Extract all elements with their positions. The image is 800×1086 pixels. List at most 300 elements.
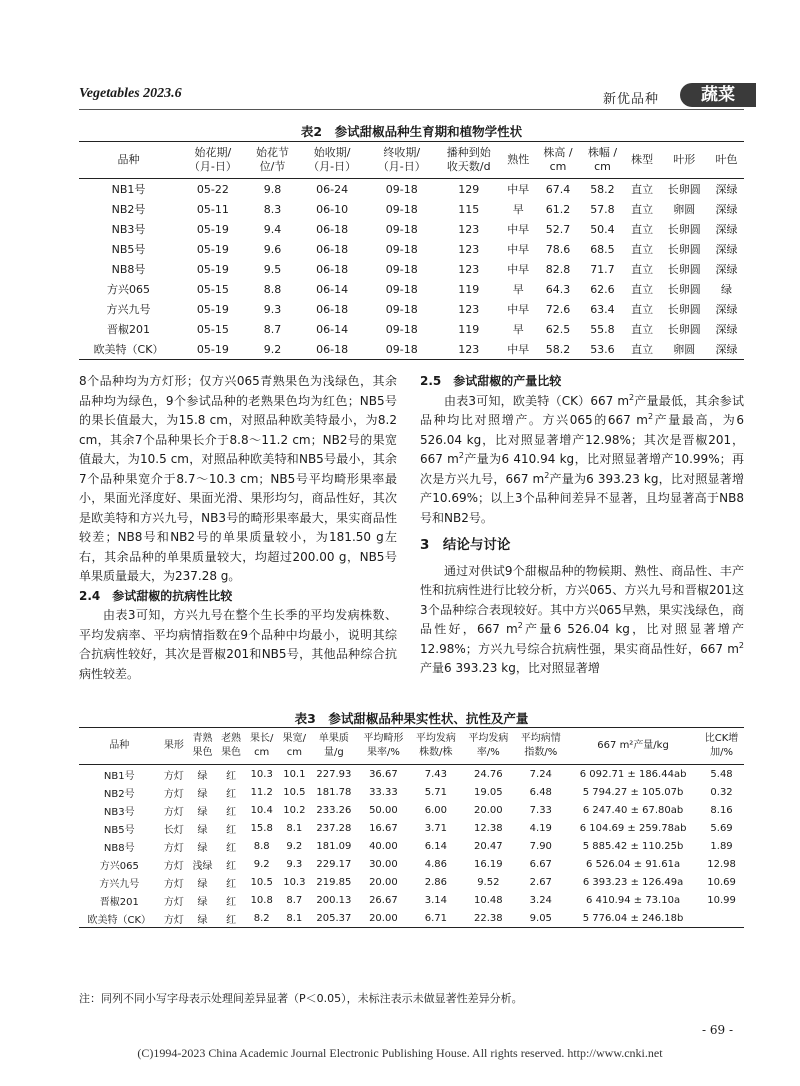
superscript: 2 — [647, 412, 654, 421]
table-cell: 09-18 — [385, 342, 418, 356]
table2-body — [79, 179, 744, 360]
table-cell: 5 885.42 ± 110.25b — [582, 840, 684, 852]
column-header: 单果质 量/g — [318, 733, 349, 758]
column-header: 播种到始 收天数/d — [446, 146, 491, 173]
table-cell: 10.69 — [707, 876, 736, 888]
table-cell: 绿 — [721, 283, 733, 296]
table-cell: 3.14 — [424, 894, 447, 906]
table-cell: 深绿 — [715, 263, 738, 276]
header-divider — [79, 109, 744, 110]
table-cell: 33.33 — [369, 786, 398, 798]
table-cell: 06-18 — [316, 342, 349, 356]
column-header: 品种 — [117, 153, 140, 166]
table-cell: 欧美特（CK） — [87, 914, 152, 926]
table-cell: 09-18 — [385, 202, 418, 216]
column-header: 平均畸形 果率/% — [363, 733, 404, 758]
table-cell: 5.48 — [710, 768, 733, 780]
table2-title: 表2 参试甜椒品种生育期和植物学性状 — [300, 124, 523, 139]
table-cell: 06-18 — [316, 222, 349, 236]
table-cell: 方灯 — [163, 896, 184, 908]
table-cell: 78.6 — [545, 242, 571, 256]
table-cell: 7.43 — [424, 768, 447, 780]
table-cell: 4.86 — [424, 858, 447, 870]
table-cell: 深绿 — [715, 343, 738, 356]
text-run: 产量6 393.23 kg，比对照显著增 — [420, 661, 600, 675]
table-cell: 10.99 — [707, 894, 736, 906]
table-cell: 9.2 — [286, 840, 303, 852]
table-cell: 方兴065 — [99, 860, 139, 872]
table-cell: 9.3 — [286, 858, 303, 870]
table-cell: 8.16 — [710, 804, 733, 816]
table-cell: 红 — [226, 914, 237, 926]
journal-logo: 蔬菜 — [680, 83, 756, 107]
table-cell: 方灯 — [163, 914, 184, 926]
table-cell: 16.19 — [474, 858, 503, 870]
column-header: 始花节 位/节 — [255, 146, 289, 173]
table-cell: 6 104.69 ± 259.78ab — [579, 822, 687, 834]
column-header: 始收期/ （月-日） — [308, 146, 357, 173]
table-cell: 24.76 — [474, 768, 503, 780]
table-cell: 直立 — [631, 243, 654, 256]
section-heading-2-5: 2.5 参试甜椒的产量比较 — [420, 374, 562, 388]
table-row — [79, 199, 744, 219]
table-cell: 9.8 — [263, 182, 282, 196]
table-row — [79, 783, 744, 801]
table-cell: 红 — [226, 860, 237, 872]
table-cell: 06-14 — [316, 322, 349, 336]
table-cell: 119 — [458, 322, 480, 336]
table-cell: NB1号 — [103, 770, 135, 782]
table-cell: 50.00 — [369, 804, 398, 816]
table-cell: 05-19 — [196, 242, 229, 256]
table-cell: 晋椒201 — [107, 323, 151, 336]
table-cell: 123 — [458, 342, 480, 356]
table-cell: 8.1 — [286, 912, 303, 924]
section-label: 新优品种 — [603, 92, 660, 107]
table-cell: 205.37 — [316, 912, 352, 924]
table-cell: 长卵圆 — [667, 243, 701, 256]
table-cell — [699, 909, 744, 928]
column-header: 比CK增 加/% — [704, 733, 739, 758]
table-cell: 红 — [226, 770, 237, 782]
table-cell: 8.8 — [263, 282, 282, 296]
text-run: 产量为6 393.23 kg，比对照显著增产10.69%；以上3个品种间差异不显著，且均显著高于NB8号和NB2号。 — [420, 471, 744, 525]
column-header: 青熟 果色 — [192, 733, 213, 758]
table-row — [79, 819, 744, 837]
table-cell: 5.71 — [424, 786, 447, 798]
superscript: 2 — [738, 640, 744, 650]
table-cell: 82.8 — [545, 262, 571, 276]
table-cell: 10.1 — [283, 768, 306, 780]
paragraph: 由表3可知，方兴九号在整个生长季的平均发病株数、平均发病率、平均病情指数在9个品种中均最小，说明其综合抗病性较好，其次是晋椒201和NB5号，其他品种综合抗病性较差。 — [79, 608, 397, 681]
table-cell: 绿 — [197, 896, 208, 908]
table-cell: 中早 — [507, 223, 530, 236]
table-cell: 62.6 — [590, 282, 615, 296]
table-cell: 9.05 — [529, 912, 552, 924]
table-cell: 58.2 — [545, 342, 571, 356]
table-row — [79, 855, 744, 873]
table-cell: 绿 — [197, 878, 208, 890]
table-cell: 深绿 — [715, 323, 738, 336]
journal-title: Vegetables 2023.6 — [79, 86, 182, 101]
table-cell: 直立 — [631, 203, 654, 216]
superscript: 2 — [544, 470, 550, 480]
column-header: 终收期/ （月-日） — [377, 146, 426, 173]
table-cell: 57.8 — [590, 202, 615, 216]
table-cell: 方兴065 — [107, 283, 151, 296]
table-cell: 绿 — [197, 824, 208, 836]
table-cell: 58.2 — [590, 182, 615, 196]
paragraph — [420, 392, 744, 529]
table-cell: 直立 — [631, 183, 654, 196]
table-cell: 05-15 — [196, 322, 229, 336]
table-cell: 晋椒201 — [99, 896, 139, 908]
table-cell: NB5号 — [111, 243, 146, 256]
table-cell: 72.6 — [545, 302, 571, 316]
text-run: 通过对供试9个甜椒品种的物候期、熟性、商品性、丰产性和抗病性进行比较分析，方兴065、方兴九号和晋椒201这3个品种综合表现较好。其中方兴065早熟，果实浅绿色，商品性好，667 m — [420, 563, 744, 636]
table-cell: 53.6 — [590, 342, 615, 356]
table-cell: 36.67 — [369, 768, 398, 780]
table-cell: 长卵圆 — [667, 323, 701, 336]
table-cell: 浅绿 — [192, 860, 213, 872]
table-cell: 20.00 — [369, 876, 398, 888]
text-run: 产量6 526.04 kg，比对照显著增产12.98%；方兴九号综合抗病性强，果实商品性好，667 m — [420, 622, 744, 656]
table-cell: 9.2 — [263, 342, 282, 356]
table-cell: 2.86 — [424, 876, 447, 888]
table-cell: 181.09 — [316, 840, 352, 852]
table-row — [79, 319, 744, 339]
table-cell: 深绿 — [715, 303, 738, 316]
table-cell: 219.85 — [316, 876, 352, 888]
table-cell: 10.48 — [474, 894, 503, 906]
column-header: 品种 — [109, 740, 130, 751]
table-cell: 深绿 — [715, 203, 738, 216]
table-cell: NB8号 — [111, 263, 146, 276]
table-cell: 绿 — [197, 770, 208, 782]
table-cell: 3.71 — [424, 822, 447, 834]
table-cell: 50.4 — [590, 222, 615, 236]
table-cell: 123 — [458, 242, 480, 256]
table-cell: 9.4 — [263, 222, 282, 236]
table-cell: 方灯 — [163, 842, 184, 854]
table-row — [79, 873, 744, 891]
table-cell: 8.2 — [253, 912, 270, 924]
table-cell: 3.24 — [529, 894, 552, 906]
right-column — [420, 372, 744, 679]
table-cell: 长卵圆 — [667, 223, 701, 236]
table-cell: 06-18 — [316, 262, 349, 276]
table-cell: 深绿 — [715, 243, 738, 256]
table-row — [79, 239, 744, 259]
table-cell: 7.24 — [529, 768, 552, 780]
paragraph — [420, 562, 744, 679]
table-cell: 09-18 — [385, 182, 418, 196]
table-cell: 05-22 — [196, 182, 229, 196]
table-cell: 119 — [458, 282, 480, 296]
table-cell: 55.8 — [590, 322, 615, 336]
table-cell: 绿 — [197, 914, 208, 926]
table-cell: 68.5 — [590, 242, 615, 256]
table-cell: 2.67 — [529, 876, 552, 888]
table-row — [79, 909, 744, 928]
table-cell: 229.17 — [316, 858, 352, 870]
table-cell: 6.67 — [529, 858, 552, 870]
table-cell: 8.3 — [263, 202, 282, 216]
table-cell: 05-15 — [196, 282, 229, 296]
table-cell: 9.2 — [253, 858, 270, 870]
table-cell: 181.78 — [316, 786, 352, 798]
table-cell: 5.69 — [710, 822, 733, 834]
superscript: 2 — [629, 392, 635, 402]
table-cell: 123 — [458, 302, 480, 316]
section-heading-3: 3 结论与讨论 — [420, 537, 511, 553]
table-cell: 15.8 — [250, 822, 273, 834]
table-cell: 227.93 — [316, 768, 352, 780]
table-row — [79, 279, 744, 299]
table3-body — [79, 765, 744, 928]
table-cell: 6.00 — [424, 804, 447, 816]
text-run: 产量最低，其余参试品种均比对照增产。方兴065的667 m — [420, 393, 744, 427]
text-run: 产量最高，为6 526.04 kg，比对照显著增产12.98%；其次是晋椒201，667 m — [420, 413, 744, 466]
table-cell: 129 — [458, 182, 480, 196]
column-header: 果长/ cm — [250, 733, 274, 758]
table-cell: 64.3 — [545, 282, 571, 296]
table-cell: 直立 — [631, 223, 654, 236]
table-cell: 6 092.71 ± 186.44ab — [579, 768, 687, 780]
table-cell: 40.00 — [369, 840, 398, 852]
table-cell: 9.3 — [263, 302, 282, 316]
table-cell: 中早 — [507, 263, 530, 276]
table3 — [79, 727, 744, 928]
table-cell: 长卵圆 — [667, 263, 701, 276]
table-cell: 深绿 — [715, 223, 738, 236]
table-cell: 8.7 — [263, 322, 282, 336]
table-cell: 直立 — [631, 283, 654, 296]
paragraph: 8个品种均为方灯形；仅方兴065青熟果色为浅绿色，其余品种均为绿色，9个参试品种的老熟果色均为红色；NB5号的果长值最大，为15.8 cm，对照品种欧美特最小，为8.2 cm，其余7个品种果长介于8.8～11.2 cm；NB2号的果宽值最大，为10.5 cm，对照品种欧美特和NB5号最小，其余7个品种果宽介于8.7～10.3 cm；NB5号平均畸形果率最小，果面光泽度好、果面光滑、果形均匀，商品性好，其次是欧美特和方兴九号，NB3号的畸形果率最大，果实商品性较差；NB8号和NB2号的单果质量较小，为181.50 g左右，其余品种的单果质量较大，均超过200.00 g，NB5号单果质量最大，为237.28 g。 — [79, 374, 397, 583]
table-cell: 绿 — [197, 788, 208, 800]
table-cell: 11.2 — [250, 786, 273, 798]
left-column — [79, 372, 397, 684]
table-cell: 0.32 — [710, 786, 733, 798]
column-header: 始花期/ （月-日） — [188, 146, 237, 173]
table-cell: 4.19 — [529, 822, 552, 834]
column-header: 果宽/ cm — [282, 733, 307, 758]
table-cell: 中早 — [507, 303, 530, 316]
table-cell: 6.48 — [529, 786, 552, 798]
table-cell: 237.28 — [316, 822, 352, 834]
table-cell: 10.8 — [250, 894, 273, 906]
table-cell: 中早 — [507, 343, 530, 356]
table-cell: NB3号 — [103, 806, 135, 818]
table-cell: 卵圆 — [673, 343, 696, 356]
table-cell: NB5号 — [103, 824, 135, 836]
table-cell: 22.38 — [474, 912, 503, 924]
table-cell: 卵圆 — [673, 203, 696, 216]
table-cell: 09-18 — [385, 262, 418, 276]
table-cell: 红 — [226, 806, 237, 818]
table-cell: 方兴九号 — [99, 878, 140, 890]
table3-note: 注：同列不同小写字母表示处理间差异显著（P＜0.05），未标注表示未做显著性差异分析。 — [79, 992, 523, 1005]
table-cell: 6.71 — [424, 912, 447, 924]
table-cell: 123 — [458, 222, 480, 236]
table-cell: 10.3 — [250, 768, 273, 780]
table-cell: 欧美特（CK） — [93, 343, 164, 356]
text-run: 由表3可知，欧美特（CK）667 m — [444, 393, 630, 408]
table-cell: 52.7 — [545, 222, 571, 236]
table-cell: 5 776.04 ± 246.18b — [582, 912, 684, 924]
table-cell: 红 — [226, 788, 237, 800]
table-cell: 红 — [226, 824, 237, 836]
table-cell: 09-18 — [385, 222, 418, 236]
table-cell: 长卵圆 — [667, 283, 701, 296]
column-header: 株型 — [631, 153, 654, 166]
table-cell: 8.8 — [253, 840, 270, 852]
table-cell: 20.00 — [474, 804, 503, 816]
table-cell: 05-19 — [196, 222, 229, 236]
table-cell: 直立 — [631, 343, 654, 356]
column-header: 667 m²产量/kg — [597, 740, 669, 751]
column-header: 株幅 / cm — [587, 146, 618, 173]
table-cell: 长灯 — [163, 824, 184, 836]
table-cell: 20.47 — [474, 840, 503, 852]
table-cell: 09-18 — [385, 302, 418, 316]
table2-header-row — [79, 142, 744, 179]
table-cell: 20.00 — [369, 912, 398, 924]
table-cell: 方灯 — [163, 860, 184, 872]
table-cell: 10.3 — [283, 876, 306, 888]
table-row — [79, 299, 744, 319]
table-cell: 233.26 — [316, 804, 352, 816]
table-cell: 中早 — [507, 243, 530, 256]
table-cell: 方灯 — [163, 878, 184, 890]
text-run: 产量为6 410.94 kg，比对照显著增产10.99%；再次是方兴九号，667 m — [420, 452, 744, 486]
table-cell: 5 794.27 ± 105.07b — [582, 786, 684, 798]
column-header: 叶色 — [715, 153, 738, 166]
table-cell: 10.4 — [250, 804, 273, 816]
column-header: 老熟 果色 — [221, 733, 242, 758]
table-cell: 方兴九号 — [106, 303, 151, 316]
table-cell: 8.7 — [286, 894, 303, 906]
table-cell: 早 — [512, 203, 524, 216]
table-cell: 直立 — [631, 303, 654, 316]
table-cell: 200.13 — [316, 894, 352, 906]
table-cell: 123 — [458, 262, 480, 276]
table-cell: 直立 — [631, 323, 654, 336]
table-cell: 1.89 — [710, 840, 733, 852]
table-cell: 06-14 — [316, 282, 349, 296]
table-cell: 09-18 — [385, 322, 418, 336]
table-cell: 16.67 — [369, 822, 398, 834]
table-row — [79, 259, 744, 279]
column-header: 熟性 — [507, 153, 530, 166]
superscript: 2 — [458, 451, 464, 460]
table-cell: NB1号 — [111, 183, 146, 196]
column-header: 平均病情 指数/% — [520, 733, 561, 758]
table-cell: NB8号 — [103, 842, 135, 854]
table-cell: 05-11 — [196, 202, 229, 216]
table-cell: NB3号 — [111, 223, 146, 236]
table-cell: 19.05 — [474, 786, 503, 798]
table-cell: 6 410.94 ± 73.10a — [586, 894, 681, 906]
column-header: 株高 / cm — [543, 146, 573, 173]
table-cell: 绿 — [197, 842, 208, 854]
table-cell: 06-18 — [316, 302, 349, 316]
table-cell: 6 526.04 ± 91.61a — [586, 858, 681, 870]
table-cell: 05-19 — [196, 262, 229, 276]
table-cell: 中早 — [507, 183, 530, 196]
table2 — [79, 141, 744, 360]
table-cell: 7.90 — [529, 840, 552, 852]
table-cell: 6 393.23 ± 126.49a — [582, 876, 684, 888]
table-cell: 06-18 — [316, 242, 349, 256]
table-cell: 26.67 — [369, 894, 398, 906]
table-cell: 06-10 — [316, 202, 349, 216]
table-cell: 6 247.40 ± 67.80ab — [582, 804, 684, 816]
table-cell: 直立 — [631, 263, 654, 276]
table-cell: 红 — [226, 896, 237, 908]
table3-header-row — [79, 728, 744, 765]
table3-title: 表3 参试甜椒品种果实性状、抗性及产量 — [294, 711, 529, 726]
table-cell: 绿 — [197, 806, 208, 818]
table-row — [79, 801, 744, 819]
table-row — [79, 219, 744, 239]
table-cell: 12.38 — [474, 822, 503, 834]
table-cell: 10.5 — [250, 876, 273, 888]
table-cell: 61.2 — [545, 202, 571, 216]
table-cell: 09-18 — [385, 242, 418, 256]
table-row — [79, 837, 744, 855]
table-cell: 9.6 — [263, 242, 282, 256]
table-cell: 05-19 — [196, 342, 229, 356]
table-cell: 9.5 — [263, 262, 282, 276]
table-cell: 10.2 — [283, 804, 306, 816]
table-cell: 63.4 — [590, 302, 615, 316]
table-cell: 长卵圆 — [667, 183, 701, 196]
table-cell: 6.14 — [424, 840, 447, 852]
table-cell: 9.52 — [477, 876, 500, 888]
table-cell: 06-24 — [316, 182, 349, 196]
table-cell: NB2号 — [103, 788, 135, 800]
table-cell: 深绿 — [715, 183, 738, 196]
superscript: 2 — [517, 621, 523, 630]
page-number: - 69 - — [702, 1023, 734, 1037]
table-cell: 71.7 — [590, 262, 615, 276]
table-row — [79, 891, 744, 909]
table-cell: 67.4 — [545, 182, 571, 196]
column-header: 平均发病 株数/株 — [415, 733, 456, 758]
table-cell: 红 — [226, 842, 237, 854]
table-row — [79, 339, 744, 360]
column-header: 平均发病 率/% — [468, 733, 509, 758]
table-cell: 8.1 — [286, 822, 303, 834]
table-cell: NB2号 — [111, 203, 146, 216]
table-cell: 09-18 — [385, 282, 418, 296]
table-cell: 12.98 — [707, 858, 736, 870]
copyright-line: (C)1994-2023 China Academic Journal Electronic Publishing House. All rights reserved. http://www.cnki.net — [137, 1046, 663, 1060]
table-row — [79, 765, 744, 784]
table-cell: 方灯 — [163, 806, 184, 818]
table-cell: 长卵圆 — [667, 303, 701, 316]
table-cell: 早 — [512, 283, 524, 296]
column-header: 果形 — [163, 740, 184, 751]
table-cell: 方灯 — [163, 788, 184, 800]
table-row — [79, 179, 744, 200]
table-cell: 方灯 — [163, 770, 184, 782]
table-cell: 红 — [226, 878, 237, 890]
table-cell: 7.33 — [529, 804, 552, 816]
table-cell: 早 — [512, 323, 524, 336]
section-heading-2-4: 2.4 参试甜椒的抗病性比较 — [79, 588, 233, 603]
